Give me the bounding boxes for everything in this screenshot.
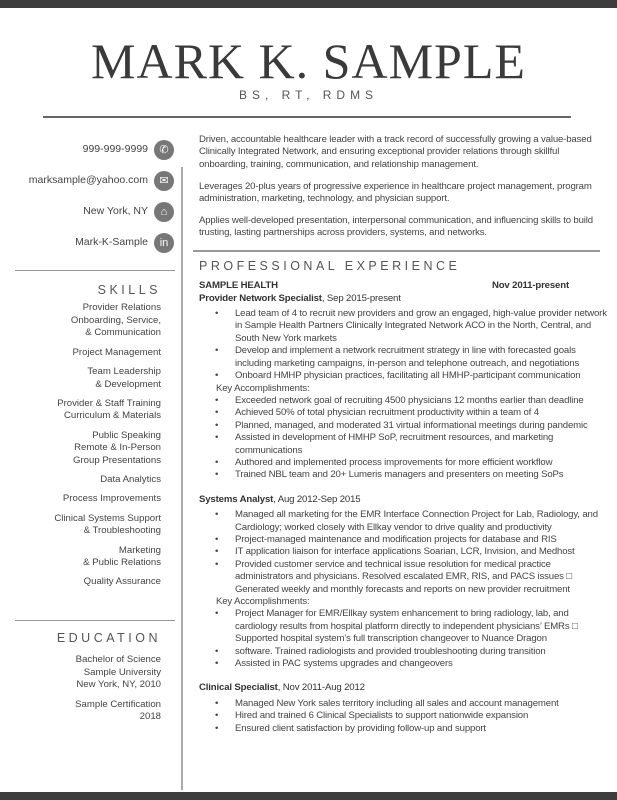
company-name: SAMPLE HEALTH xyxy=(199,280,278,292)
accomplishment-item: • Planned, managed, and moderated 31 virtual informational meetings during pandemic xyxy=(235,420,607,432)
bullet-item: • Ensured client satisfaction by providing follow-up and support xyxy=(235,723,607,735)
accomplishment-item: • Achieved 50% of total physician recruitment productivity within a team of 4 xyxy=(235,407,607,419)
experience-title: PROFESSIONAL EXPERIENCE xyxy=(199,258,461,273)
accomplishment-bullets xyxy=(199,395,607,482)
education-list xyxy=(75,654,161,731)
role-block xyxy=(199,494,607,671)
main-column xyxy=(199,0,607,735)
role-header xyxy=(199,293,607,305)
skills-line: Curriculum & Materials xyxy=(63,410,161,422)
skills-line: Marketing xyxy=(118,544,161,556)
skills-line: Data Analytics xyxy=(100,474,161,486)
skills-item xyxy=(54,430,161,468)
role-title: Clinical Specialist xyxy=(199,682,278,694)
accomplishment-item: • software. Trained radiologists and provided troubleshooting during transition xyxy=(235,646,607,658)
bullet-item: • Project-managed maintenance and modification projects for database and RIS xyxy=(235,534,607,546)
education-item xyxy=(75,654,161,692)
bullet-item: • Provided customer service and technical issue resolution for medical practice administrators and physicians. Resolved escalated EMR, RIS, and PACS issues □ Generated weekly and monthly forecasts and reports on new provider recruitment xyxy=(235,559,607,596)
home-icon: ⌂ xyxy=(154,202,174,222)
skills-line: Public Speaking xyxy=(92,429,161,441)
education-line: 2018 xyxy=(139,711,161,723)
role-block xyxy=(199,682,607,735)
skills-line: Clinical Systems Support xyxy=(54,512,161,524)
skills-line: & Communication xyxy=(85,327,161,339)
role-title: Systems Analyst xyxy=(199,493,274,505)
skills-line: Provider & Staff Training xyxy=(57,397,161,409)
skills-item xyxy=(54,398,161,423)
role-bullets xyxy=(199,308,607,382)
company-header xyxy=(199,280,569,292)
accomplishment-bullets xyxy=(199,608,607,670)
skills-item xyxy=(54,347,161,360)
summary-paragraph: Applies well-developed presentation, interpersonal communication, and influencing skills to build trusting, lasting partnerships across providers, systems, and networks. xyxy=(199,215,593,239)
education-item xyxy=(75,699,161,724)
skills-line: & Public Relations xyxy=(83,557,161,569)
skills-line: Project Management xyxy=(72,346,161,358)
education-line: Bachelor of Science xyxy=(75,654,161,665)
key-accomplishments-label: Key Accomplishments: xyxy=(216,382,310,394)
accomplishment-item: • Assisted in development of HMHP SoP, recruitment resources, and marketing communications xyxy=(235,432,607,457)
experience-divider xyxy=(193,250,600,252)
skills-list xyxy=(54,302,161,596)
bottom-bar xyxy=(0,792,617,800)
credentials: BS, RT, RDMS xyxy=(238,88,379,102)
contact-text[interactable]: Mark-K-Sample xyxy=(75,236,148,248)
role-dates: , Sep 2015-present xyxy=(321,292,401,304)
skills-item xyxy=(54,576,161,589)
skills-line: Quality Assurance xyxy=(83,576,161,588)
bullet-item: • Lead team of 4 to recruit new providers and grow an engaged, high-value provider network in Sample Health Partners Clinically Integrated Network ACO in the North, Central, and South New York markets xyxy=(235,308,607,345)
skills-line: & Development xyxy=(95,378,161,390)
accomplishment-item: • Trained NBL team and 20+ Lumeris managers and presenters on meeting SoPs xyxy=(235,469,607,481)
role-dates: , Nov 2011-Aug 2012 xyxy=(277,682,365,694)
skills-title: SKILLS xyxy=(97,283,161,297)
company-dates: Nov 2011-present xyxy=(491,280,569,292)
education-title: EDUCATION xyxy=(56,631,161,645)
linkedin-icon: in xyxy=(154,233,174,253)
role-title: Provider Network Specialist xyxy=(199,292,322,304)
contact-text[interactable]: New York, NY xyxy=(83,205,148,217)
skills-line: Group Presentations xyxy=(73,455,161,467)
bullet-item: • Hired and trained 6 Clinical Specialists to support nationwide expansion xyxy=(235,710,607,722)
skills-line: & Troubleshooting xyxy=(83,525,161,537)
role-dates: , Aug 2012-Sep 2015 xyxy=(273,493,361,505)
email-icon: ✉ xyxy=(154,171,174,191)
summary-paragraph: Driven, accountable healthcare leader with a track record of successfully growing a value-based Clinically Integrated Network, and ensuring exceptional provider relations through skillful onboarding, training, communication, and relationship management. xyxy=(199,134,592,170)
skills-item xyxy=(54,493,161,506)
bullet-item: • Onboard HMHP physician practices, facilitating all HMHP-participant communication xyxy=(235,370,607,382)
role-block xyxy=(199,293,607,482)
role-header xyxy=(199,494,607,506)
role-bullets xyxy=(199,698,607,735)
summary xyxy=(199,134,607,240)
skills-line: Remote & In-Person xyxy=(74,442,161,454)
roles xyxy=(199,293,607,735)
bullet-item: • Develop and implement a network recruitment strategy in line with forecasted goals including marketing campaigns, in-person and telephone outreach, and negotiations xyxy=(235,345,607,370)
skills-item xyxy=(54,513,161,538)
bullet-item: • Managed all marketing for the EMR Interface Connection Project for Lab, Radiology, and Cardiology; worked closely with Ellkay vendor to drive quality and productivity xyxy=(235,509,607,534)
skills-item xyxy=(54,474,161,487)
education-line: Sample Certification xyxy=(75,698,161,710)
contact-text[interactable]: 999-999-9999 xyxy=(82,143,148,155)
accomplishment-item: • Authored and implemented process improvements for more efficient workflow xyxy=(235,457,607,469)
education-line: Sample University xyxy=(83,666,161,678)
skills-line: Onboarding, Service, xyxy=(70,314,161,326)
key-accomplishments-label: Key Accomplishments: xyxy=(216,596,310,607)
resume-name: MARK K. SAMPLE xyxy=(91,33,526,89)
accomplishment-item: • Project Manager for EMR/Ellkay system enhancement to bring radiology, lab, and cardiology results from hospital platform directly to independent physicians’ EMRs □ Supported hospital system’s full transcription changeover to Nuance Dragon xyxy=(235,608,607,645)
bullet-item: • IT application liaison for interface applications Soarian, LCR, Invision, and Medhost xyxy=(235,546,607,558)
contact-text[interactable]: marksample@yahoo.com xyxy=(28,174,148,186)
accomplishment-item: • Exceeded network goal of recruiting 4500 physicians 12 months earlier than deadline xyxy=(235,395,607,407)
role-bullets xyxy=(199,509,607,596)
column-divider xyxy=(181,167,183,790)
skills-item xyxy=(54,366,161,391)
skills-line: Process Improvements xyxy=(62,493,161,505)
skills-item xyxy=(54,302,161,340)
skills-divider xyxy=(15,270,175,271)
accomplishment-item: • Assisted in PAC systems upgrades and changeovers xyxy=(235,658,607,670)
summary-paragraph: Leverages 20-plus years of progressive experience in healthcare project management, program administration, marketing, technology, and physician support. xyxy=(199,180,592,205)
skills-line: Provider Relations xyxy=(82,302,161,313)
skills-line: Team Leadership xyxy=(87,365,161,377)
education-line: New York, NY, 2010 xyxy=(76,679,161,691)
role-header xyxy=(199,682,607,694)
phone-icon: ✆ xyxy=(154,140,174,160)
skills-item xyxy=(54,545,161,570)
education-divider xyxy=(15,620,175,621)
bullet-item: • Managed New York sales territory including all sales and account management xyxy=(235,698,607,710)
